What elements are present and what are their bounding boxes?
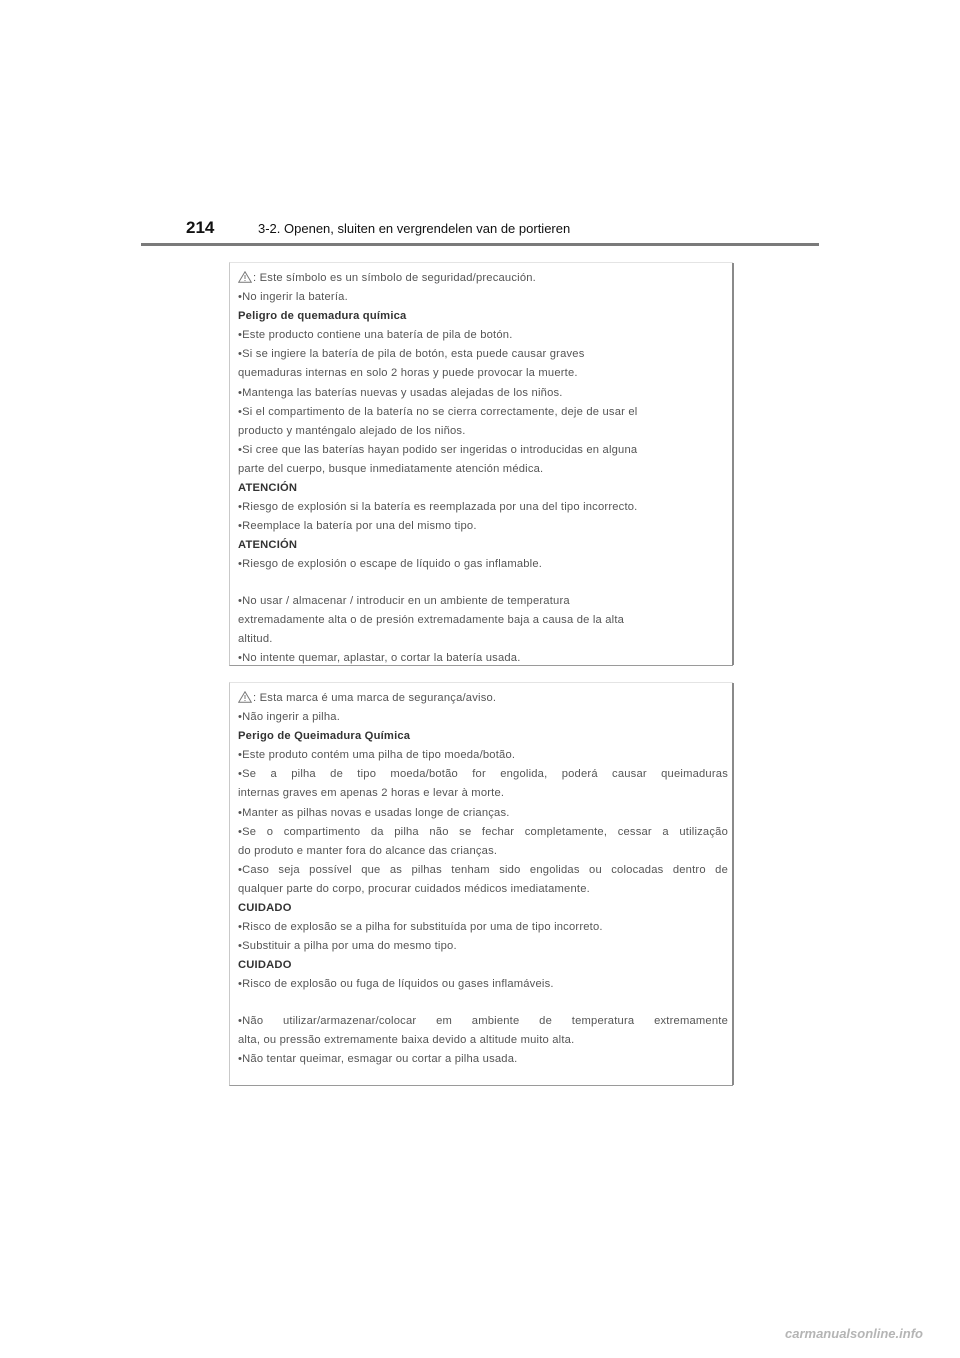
- line-text: producto y manténgalo alejado de los niños.: [238, 424, 466, 437]
- text-line: [238, 288, 728, 307]
- text-line: [238, 555, 728, 574]
- line-text: •Mantenga las baterías nuevas y usadas alejadas de los niños.: [238, 386, 563, 399]
- line-text: •No intente quemar, aplastar, o cortar la batería usada.: [238, 651, 521, 664]
- text-line: [238, 345, 728, 364]
- text-line: [238, 842, 728, 861]
- line-text: qualquer parte do corpo, procurar cuidados médicos imediatamente.: [238, 882, 590, 895]
- line-text: •Se a pilha de tipo moeda/botão for engolida, poderá causar queimaduras: [238, 768, 728, 781]
- warning-box-portuguese: [229, 682, 733, 1086]
- text-line: [238, 1050, 728, 1069]
- line-text: : Este símbolo es un símbolo de seguridad/precaución.: [253, 272, 536, 284]
- line-text: •No usar / almacenar / introducir en un ambiente de temperatura: [238, 594, 570, 607]
- line-text: •Riesgo de explosión si la batería es reemplazada por una del tipo incorrecto.: [238, 501, 638, 514]
- line-text: extremadamente alta o de presión extremadamente baja a causa de la alta: [238, 613, 625, 626]
- text-line: [238, 326, 728, 345]
- text-line: [238, 784, 728, 803]
- spacer: [238, 995, 728, 1012]
- section-heading: [238, 899, 728, 918]
- line-text: CUIDADO: [238, 959, 292, 972]
- section-heading: [238, 307, 728, 326]
- line-text: •Manter as pilhas novas e usadas longe de crianças.: [238, 806, 510, 819]
- text-line: [238, 364, 728, 383]
- line-text: •No ingerir la batería.: [238, 291, 348, 304]
- line-text: : Esta marca é uma marca de segurança/aviso.: [253, 692, 497, 704]
- warning-box-spanish: [229, 262, 733, 666]
- line-text: •Reemplace la batería por una del mismo tipo.: [238, 520, 477, 533]
- text-line: [238, 918, 728, 937]
- text-line: [238, 460, 728, 479]
- text-line: [238, 1012, 728, 1031]
- warning-text-portuguese: [238, 689, 728, 1069]
- line-text: •Risco de explosão se a pilha for substituída por uma de tipo incorreto.: [238, 921, 603, 934]
- text-line: [238, 441, 728, 460]
- text-line: [238, 1031, 728, 1050]
- text-line: [238, 422, 728, 441]
- text-line: [238, 689, 728, 708]
- text-line: [238, 269, 728, 288]
- line-text: •Si el compartimento de la batería no se cierra correctamente, deje de usar el: [238, 405, 638, 418]
- line-text: Peligro de quemadura química: [238, 310, 407, 323]
- text-line: [238, 611, 728, 630]
- section-heading: [238, 727, 728, 746]
- line-text: •Este produto contém uma pilha de tipo moeda/botão.: [238, 749, 516, 762]
- line-text: •Não utilizar/armazenar/colocar em ambiente de temperatura extremamente: [238, 1014, 728, 1027]
- header-rule: [141, 243, 819, 246]
- line-text: alta, ou pressão extremamente baixa devido a altitude muito alta.: [238, 1033, 575, 1046]
- text-line: [238, 649, 728, 668]
- line-text: •Não ingerir a pilha.: [238, 711, 341, 724]
- line-text: •Este producto contiene una batería de pila de botón.: [238, 329, 513, 342]
- section-heading: [238, 479, 728, 498]
- text-line: [238, 403, 728, 422]
- line-text: ATENCIÓN: [238, 482, 298, 495]
- section-title: 3-2. Openen, sluiten en vergrendelen van de portieren: [258, 221, 571, 236]
- line-text: internas graves em apenas 2 horas e levar à morte.: [238, 787, 505, 800]
- text-line: [238, 746, 728, 765]
- line-text: •Substituir a pilha por uma do mesmo tipo.: [238, 940, 457, 953]
- text-line: [238, 975, 728, 994]
- text-line: [238, 592, 728, 611]
- line-text: •Si cree que las baterías hayan podido ser ingeridas o introducidas en alguna: [238, 443, 638, 456]
- text-line: [238, 630, 728, 649]
- line-text: quemaduras internas en solo 2 horas y puede provocar la muerte.: [238, 367, 578, 380]
- line-text: •Riesgo de explosión o escape de líquido o gas inflamable.: [238, 558, 543, 571]
- warning-text-spanish: [238, 269, 728, 668]
- text-line: [238, 517, 728, 536]
- page-number: 214: [186, 218, 215, 237]
- text-line: [238, 708, 728, 727]
- text-line: [238, 765, 728, 784]
- line-text: parte del cuerpo, busque inmediatamente atención médica.: [238, 462, 544, 475]
- line-text: •Não tentar queimar, esmagar ou cortar a pilha usada.: [238, 1052, 518, 1065]
- text-line: [238, 498, 728, 517]
- line-text: •Caso seja possível que as pilhas tenham sido engolidas ou colocadas dentro de: [238, 863, 728, 876]
- line-text: •Risco de explosão ou fuga de líquidos ou gases inflamáveis.: [238, 978, 554, 991]
- text-line: [238, 804, 728, 823]
- line-text: Perigo de Queimadura Química: [238, 730, 411, 743]
- text-line: [238, 861, 728, 880]
- watermark-text: carmanualsonline.info: [785, 1326, 923, 1341]
- line-text: do produto e manter fora do alcance das crianças.: [238, 844, 498, 857]
- line-text: •Se o compartimento da pilha não se fechar completamente, cessar a utilização: [238, 825, 728, 838]
- line-text: altitud.: [238, 632, 273, 645]
- spacer: [238, 575, 728, 592]
- line-text: •Si se ingiere la batería de pila de botón, esta puede causar graves: [238, 348, 585, 361]
- text-line: [238, 823, 728, 842]
- text-line: [238, 880, 728, 899]
- line-text: CUIDADO: [238, 902, 292, 915]
- line-text: ATENCIÓN: [238, 539, 298, 552]
- text-line: [238, 937, 728, 956]
- text-line: [238, 384, 728, 403]
- section-heading: [238, 956, 728, 975]
- section-heading: [238, 536, 728, 555]
